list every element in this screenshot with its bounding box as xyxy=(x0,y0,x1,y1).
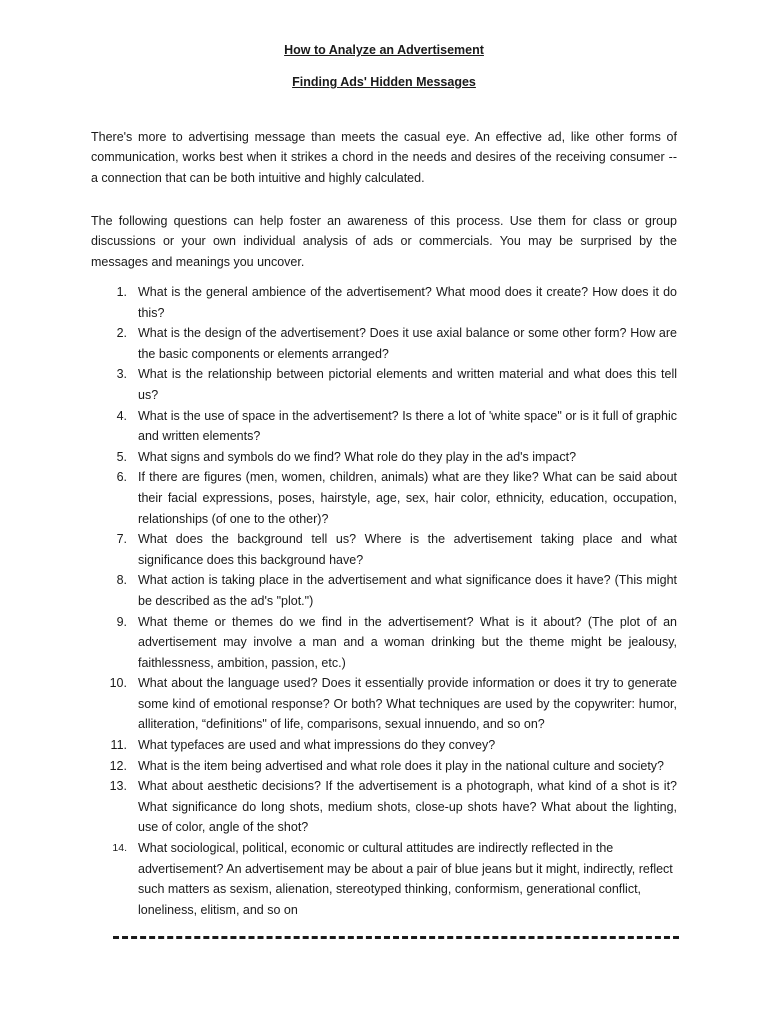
question-number: 12. xyxy=(109,758,127,773)
question-text: What action is taking place in the advertisement and what significance does it have? (This might be described as the ad's "plot.") xyxy=(138,573,677,608)
question-item xyxy=(0,467,768,529)
question-item xyxy=(0,756,768,777)
question-number: 4. xyxy=(116,408,127,423)
question-text: What is the item being advertised and what role does it play in the national culture and society? xyxy=(138,758,665,773)
question-item xyxy=(0,776,768,838)
question-text: What is the design of the advertisement? Does it use axial balance or some other form? How are the basic components or elements arranged? xyxy=(138,326,677,361)
question-text: What signs and symbols do we find? What role do they play in the ad's impact? xyxy=(138,449,577,464)
instructions-paragraph: The following questions can help foster an awareness of this process. Use them for class or group discussions or your own individual analysis of ads or commercials. You may be surprised by the messages and meanings you uncover. xyxy=(91,213,677,269)
question-number: 2. xyxy=(116,326,127,341)
question-number: 13. xyxy=(109,779,127,794)
question-item xyxy=(0,447,768,468)
question-text: What about the language used? Does it essentially provide information or does it try to generate some kind of emotional response? Or both? What techniques are used by the copywriter: humor, alliteration, “definitions" of life, comparisons, sexual innuendo, and so on? xyxy=(138,676,677,732)
document-title: How to Analyze an Advertisement xyxy=(284,43,484,57)
question-text: What is the relationship between pictorial elements and written material and what does this tell us? xyxy=(138,367,677,402)
question-number: 6. xyxy=(116,470,127,485)
question-item xyxy=(0,612,768,674)
intro-paragraph: There's more to advertising message than meets the casual eye. An effective ad, like other forms of communication, works best when it strikes a chord in the needs and desires of the receiving consumer -- a connection that can be both intuitive and highly calculated. xyxy=(91,129,677,185)
question-item xyxy=(0,323,768,364)
question-number: 5. xyxy=(116,449,127,464)
question-text: What typefaces are used and what impressions do they convey? xyxy=(138,738,496,753)
question-item xyxy=(0,282,768,323)
question-list xyxy=(0,282,768,920)
question-item xyxy=(0,838,768,920)
question-text: What theme or themes do we find in the advertisement? What is it about? (The plot of an advertisement may involve a man and a woman drinking but the theme might be jealousy, faithlessness, ambition, passion, etc.) xyxy=(138,614,677,670)
question-item xyxy=(0,673,768,735)
question-number: 1. xyxy=(116,285,127,299)
question-number: 8. xyxy=(116,573,127,588)
question-text: What is the general ambience of the advertisement? What mood does it create? How does it do this? xyxy=(138,285,677,320)
question-text: What does the background tell us? Where is the advertisement taking place and what significance does this background have? xyxy=(138,532,677,567)
question-text: What sociological, political, economic or cultural attitudes are indirectly reflected in the advertisement? An advertisement may be about a pair of blue jeans but it might, indirectly, reflect such matters as sexism, alienation, stereotyped thinking, conformism, generational conflict, loneliness, elitism, and so on xyxy=(138,841,673,917)
question-number: 3. xyxy=(116,367,127,382)
question-number: 11. xyxy=(110,738,127,753)
question-item xyxy=(0,529,768,570)
question-item xyxy=(0,406,768,447)
question-text: If there are figures (men, women, children, animals) what are they like? What can be said about their facial expressions, poses, hairstyle, age, sex, hair color, ethnicity, education, occupation, relationships (of one to the other)? xyxy=(138,470,677,526)
question-number: 10. xyxy=(109,676,127,691)
dashed-divider xyxy=(113,936,679,939)
question-item xyxy=(0,570,768,611)
question-item xyxy=(0,364,768,405)
question-item xyxy=(0,735,768,756)
question-text: What is the use of space in the advertisement? Is there a lot of 'white space" or is it full of graphic and written elements? xyxy=(138,408,677,444)
question-text: What about aesthetic decisions? If the advertisement is a photograph, what kind of a shot is it? What significance do long shots, medium shots, close-up shots have? What about the lighting, use of color, angle of the shot? xyxy=(138,779,677,835)
question-number: 14. xyxy=(112,842,127,855)
document-subtitle: Finding Ads' Hidden Messages xyxy=(292,75,476,89)
question-number: 9. xyxy=(116,614,127,629)
question-number: 7. xyxy=(116,532,127,547)
